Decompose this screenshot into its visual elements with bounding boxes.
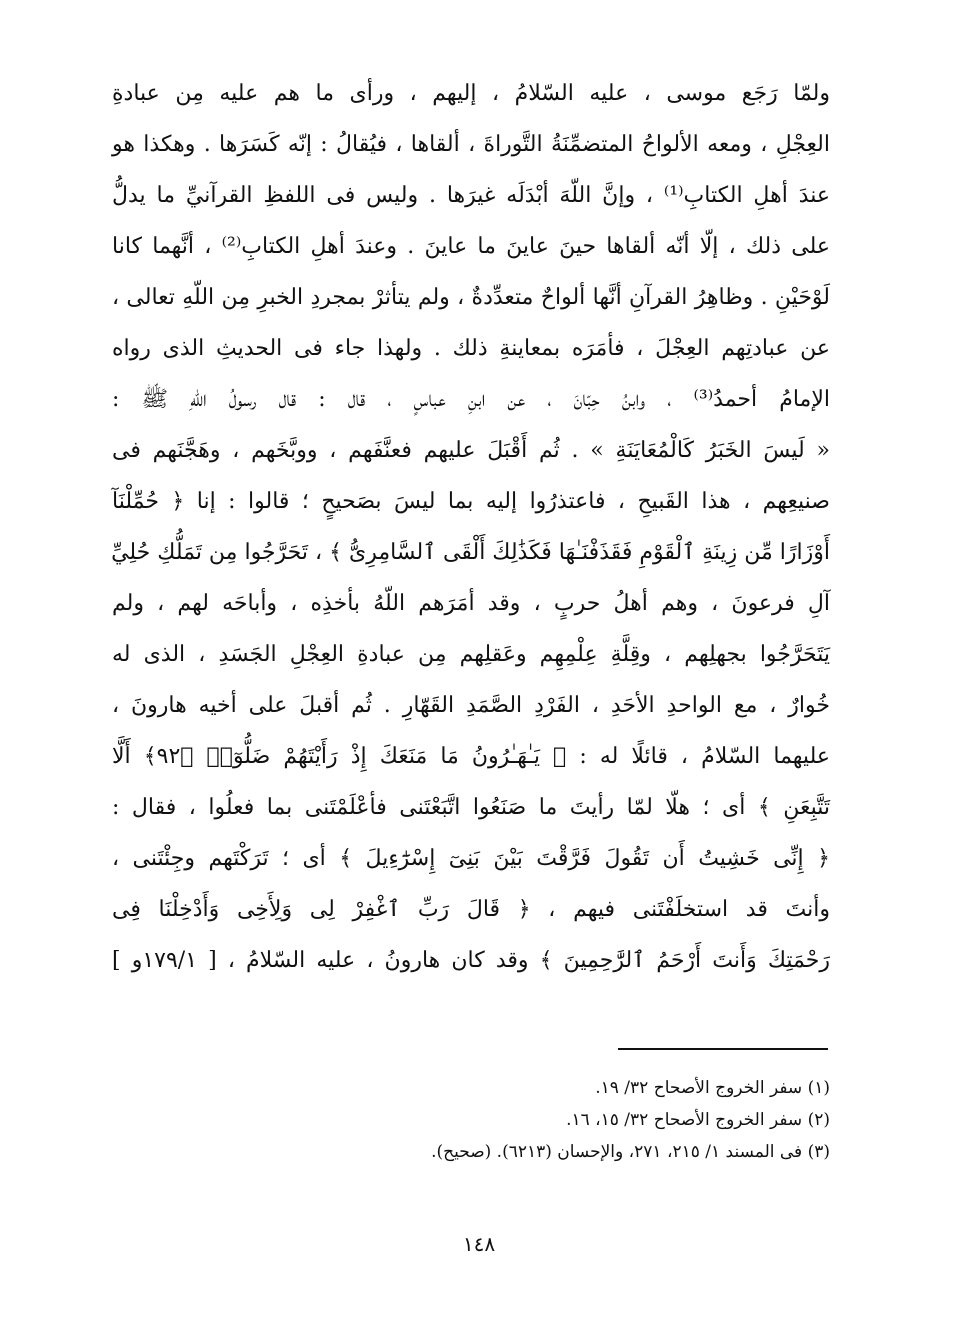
body-line-5: لَوْحَيْنِ . وظاهِرُ القرآنِ أنَّها ألواحٌ متعدِّدةٌ ، ولم يتأثرْ بمجردِ الخبرِ مِن اللّهِ تعالى ،	[112, 285, 830, 310]
body-line-14: عليهما السّلامُ ، قائلًا له : ﴿ يَـٰهَـٰرُونُ مَا مَنَعَكَ إِذْ رَأَيْتَهُمْ ضَلُّوٓا۟ ﴿٩٢﴾ أَلَّا	[112, 744, 830, 769]
body-line-1: ولمّا رَجَع موسى ، عليه السّلامُ ، إليهم ، ورأى ما هم عليه مِن عبادةِ	[112, 81, 830, 106]
body-line-17: وأنتَ قد استخلَفْتَنى فيهم ، ﴿ قَالَ رَبِّ ٱغْفِرْ لِى وَلِأَخِى وَأَدْخِلْنَا فِى	[112, 897, 830, 922]
body-line-9: صنيعِهم ، هذا القَبيحِ ، فاعتذرُوا إليه بما ليسَ بصَحيحٍ ؛ قالوا : إنا ﴿ حُمِّلْنَآ	[112, 489, 830, 514]
page-number: ١٤٨	[462, 1232, 496, 1256]
body-line-10: أَوْزَارًا مِّن زِينَةِ ٱلْقَوْمِ فَقَذَفْنَـٰهَا فَكَذَٰلِكَ أَلْقَى ٱلسَّامِرِىُّ ﴾ ، تَحَرَّجُوا مِن تَمَلُّكِ حُلِيِّ	[111, 540, 830, 565]
body-line-3: عندَ أهلِ الكتابِ⁽¹⁾ ، وإنَّ اللّهَ أبْدَلَه غيرَها . وليس فى اللفظِ القرآنيِّ ما يدلُّ	[112, 183, 830, 208]
body-line-11: آلِ فرعونَ ، وهم أهلُ حربٍ ، وقد أمَرَهم اللّهُ بأخذِه ، وأباحَه لهم ، ولم	[112, 591, 830, 616]
footnote-3: (٣) فى المسند ١/ ٢١٥، ٢٧١، والإحسان (٦٢١٣). (صحيح).	[431, 1142, 830, 1162]
body-line-6: عن عبادتِهم العِجْلَ ، فأمَرَه بمعاينةِ ذلك . ولهذا جاء فى الحديثِ الذى رواه	[112, 336, 830, 361]
footnote-divider	[618, 1048, 828, 1050]
body-line-2: العِجْلِ ، ومعه الألواحُ المتضمِّنَةُ التَّوراةَ ، ألقاها ، فيُقالُ : إنّه كَسَرَها . وهكذا هو	[112, 132, 830, 157]
body-line-13: خُوارٌ ، مع الواحدِ الأحَدِ ، الفَرْدِ الصَّمَدِ القَهّارِ . ثُم أقبلَ على أخيه هارونَ ،	[112, 693, 830, 718]
footnotes	[230, 1072, 830, 1168]
footnote-2: (٢) سفر الخروج الأصحاح ٣٢/ ١٥، ١٦.	[566, 1110, 830, 1130]
body-line-12: يَتَحَرَّجُوا بجهلِهم ، وقِلَّةِ عِلْمِهِم وعَقلِهم مِن عبادةِ العِجْلِ الجَسَدِ ، الذى له	[112, 642, 830, 667]
body-line-15: تَتَّبِعَنِ ﴾ أى ؛ هلّا لمّا رأيتَ ما صَنَعُوا اتَّبَعْتَنى فأعْلَمْتَنى بما فعلُوا ، فقال :	[112, 795, 830, 820]
body-line-8: « لَيسَ الخَبَرُ كَالْمُعَايَنَةِ » . ثُم أَقْبَلَ عليهم فعنَّفَهم ، ووبَّخَهم ، وهَجَّنَهم فى	[112, 438, 830, 463]
body-line-18: رَحْمَتِكَ وَأَنتَ أَرْحَمُ ٱلرَّٰحِمِينَ ﴾ وقد كان هارونُ ، عليه السّلامُ ، [ ١٧٩/١و ]	[112, 948, 830, 973]
body-line-7: الإمامُ أحمدُ⁽³⁾ ، وابنُ حِبّانَ ، عن ابنِ عباسٍ ، قال : قال رسولُ اللّهِ ﷺ :	[112, 387, 830, 412]
body-line-4: على ذلك ، إلّا أنّه ألقاها حينَ عاينَ ما عاينَ . وعندَ أهلِ الكتابِ⁽²⁾ ، أنَّهما كانا	[112, 234, 830, 259]
body-line-16: ﴿ إِنِّى خَشِيتُ أَن تَقُولَ فَرَّقْتَ بَيْنَ بَنِىٓ إِسْرَٰٓءِيلَ ﴾ أى ؛ تَرَكْتَهم وجِئْتَنى ،	[112, 846, 830, 871]
body-text	[112, 68, 830, 986]
footnote-1: (١) سفر الخروج الأصحاح ٣٢/ ١٩.	[595, 1078, 830, 1098]
